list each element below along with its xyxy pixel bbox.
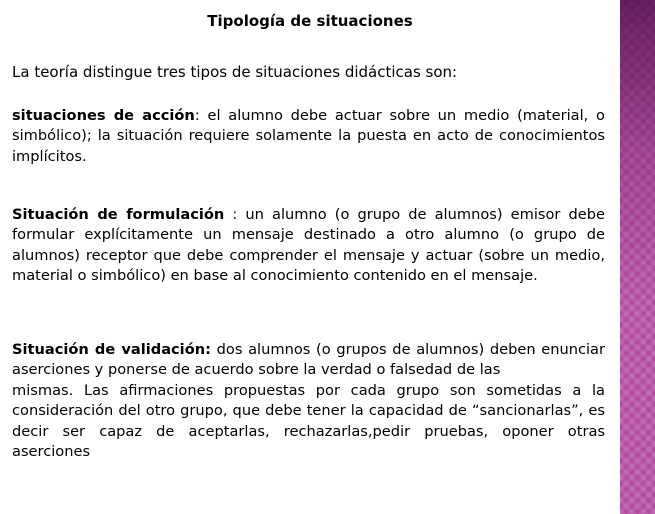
term-formulacion: Situación de formulación: [12, 206, 225, 223]
text-accion: : el alumno debe actuar sobre un medio (material, o simbólico); la situación requiere solamente la puesta en acto de conocimientos implícitos.: [12, 107, 605, 165]
text-formulacion: : un alumno (o grupo de alumnos) emisor debe formular explícitamente un mensaje destinado a otro alumno (o grupo de alumnos) receptor que debe comprender el mensaje y actuar (sobre un medio, material o simbólico) en base al conocimiento contenido en el mensaje.: [12, 206, 605, 285]
text-validacion-1: dos alumnos (o grupos de alumnos) deben enunciar aserciones y ponerse de acuerdo sobre la verdad o falsedad de las: [12, 341, 605, 379]
decorative-side-band: [620, 0, 655, 514]
validacion-first-part: [12, 340, 605, 381]
paragraph-formulacion: [12, 205, 605, 287]
paragraph-validacion: [12, 340, 605, 462]
intro-text: La teoría distingue tres tipos de situaciones didácticas son:: [12, 63, 458, 81]
paragraph-accion: [12, 106, 605, 167]
term-validacion: Situación de validación:: [12, 341, 211, 358]
text-validacion-2: mismas. Las afirmaciones propuestas por cada grupo son sometidas a la consideración del otro grupo, que debe tener la capacidad de “sancionarlas”, es decir ser capaz de aceptarlas, rechazarlas,pedir pruebas, oponer otras aserciones: [12, 381, 605, 461]
term-accion: situaciones de acción: [12, 107, 195, 124]
slide-title: Tipología de situaciones: [207, 12, 413, 30]
